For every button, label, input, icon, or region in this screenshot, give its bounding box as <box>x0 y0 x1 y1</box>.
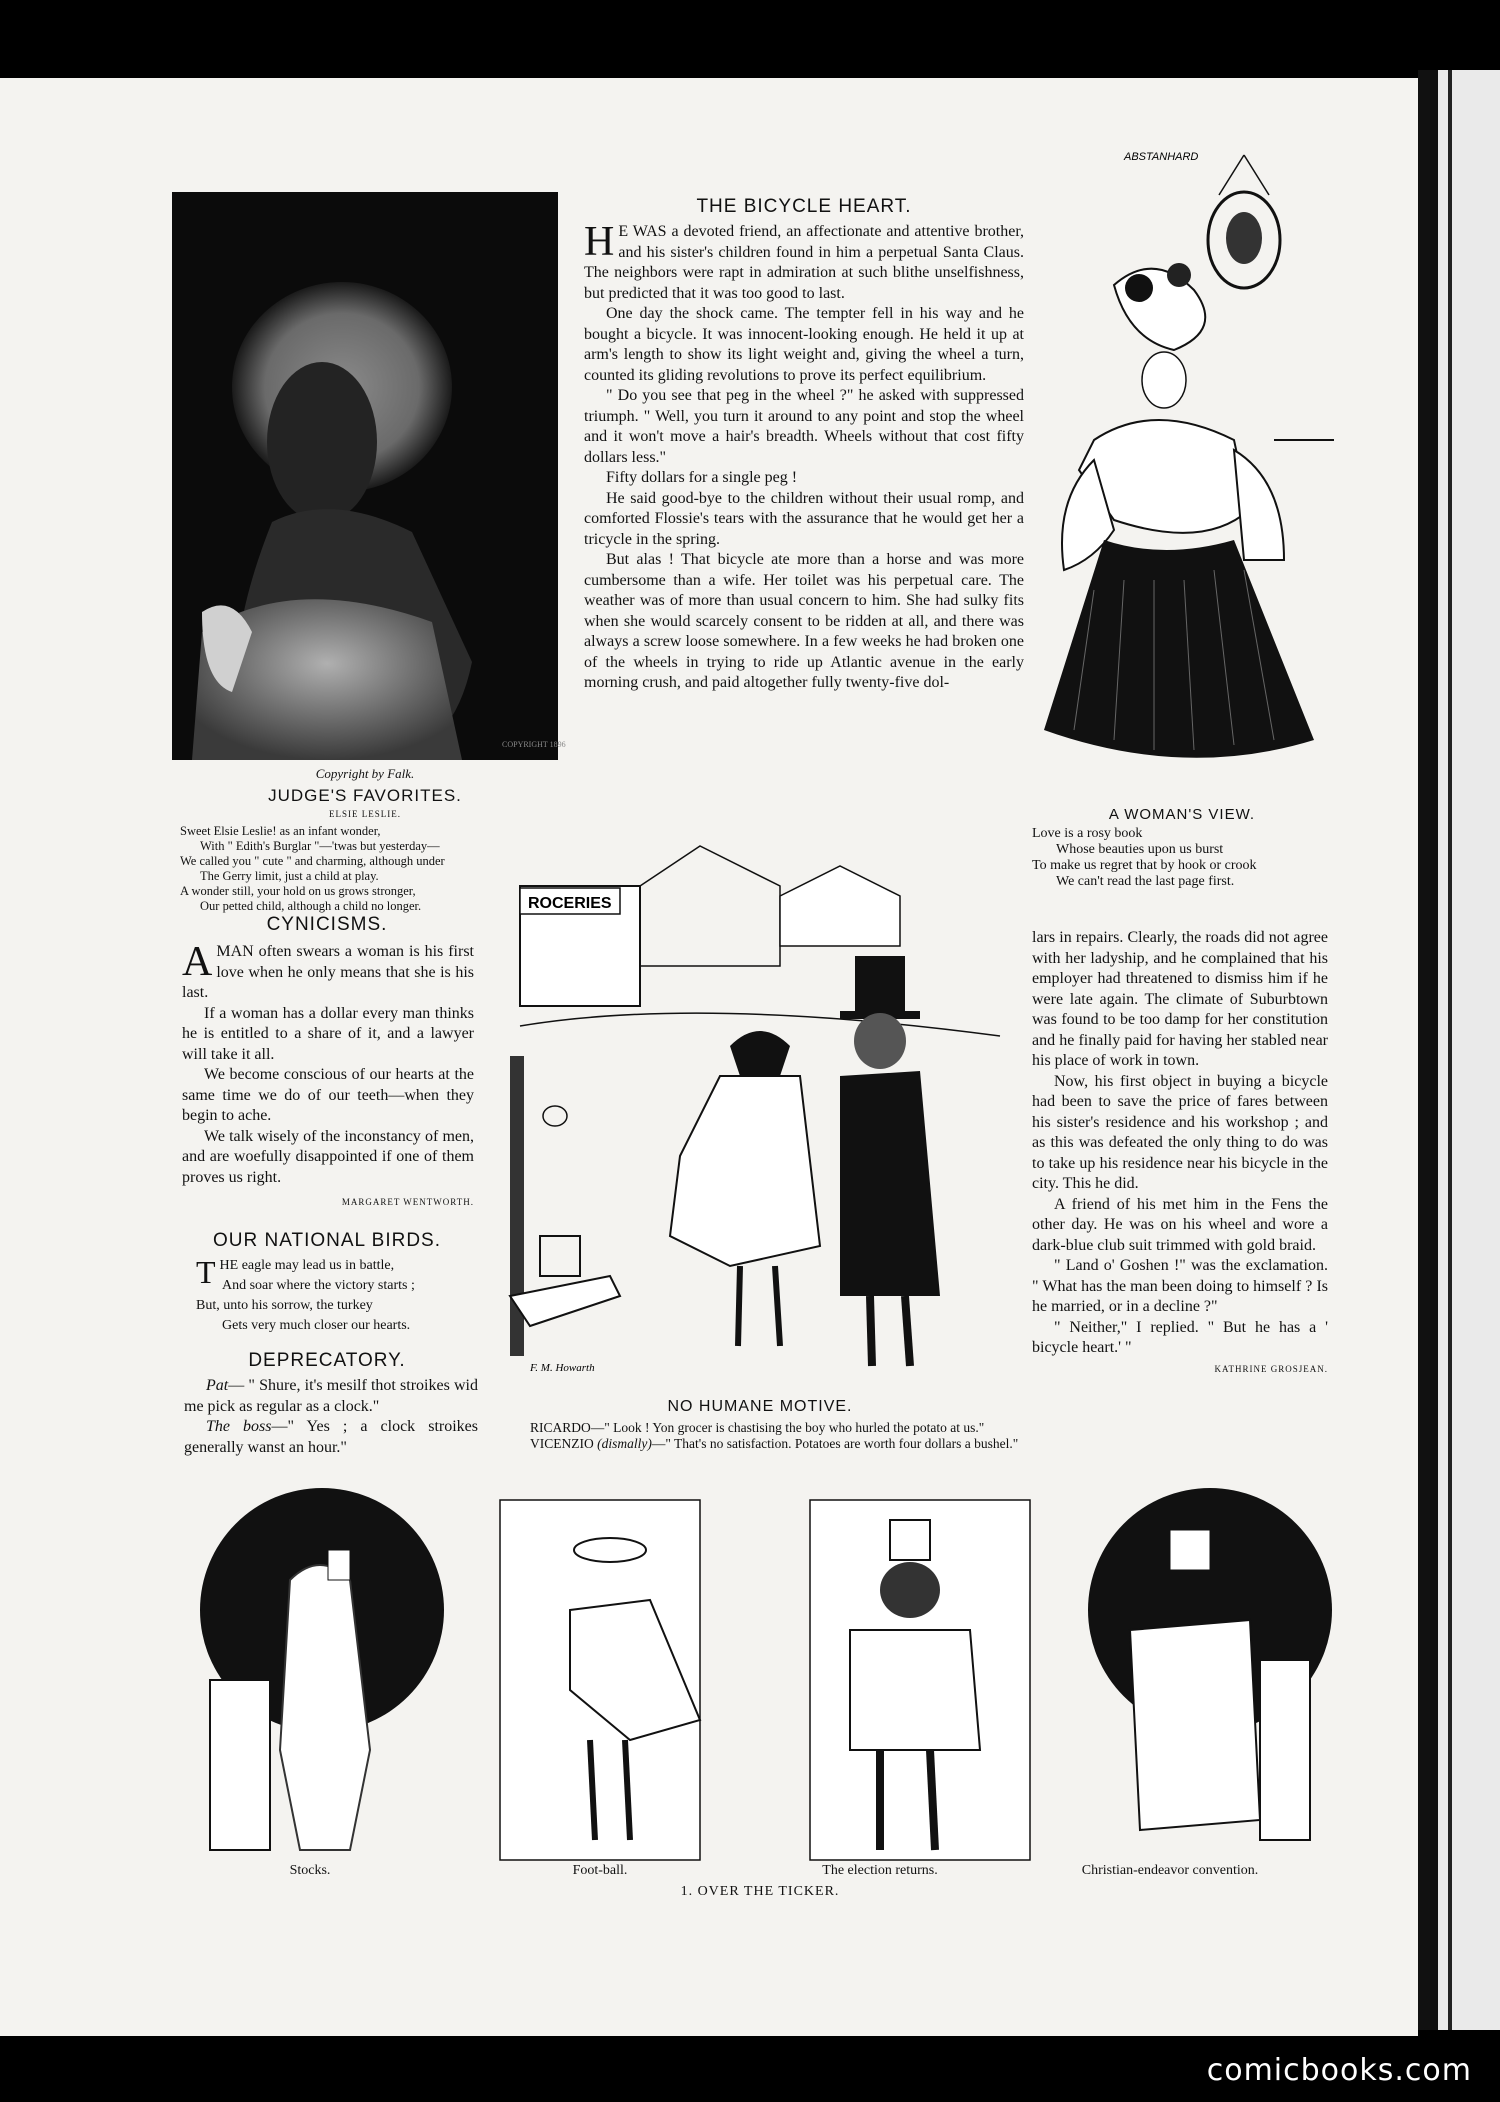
dialogue-line: —" Look ! Yon grocer is chastising the boy who hurled the potato at us." <box>590 1420 985 1435</box>
portrait-illustration <box>172 192 566 760</box>
panel-christian-endeavor <box>1088 1488 1332 1840</box>
poem-line: But, unto his sorrow, the turkey <box>196 1298 373 1313</box>
woman-illustration <box>1034 140 1334 790</box>
vicenzio-figure <box>840 956 940 1366</box>
elsie-poem <box>180 824 540 914</box>
cynicisms-title: CYNICISMS. <box>266 914 388 935</box>
dropcap: T <box>196 1254 216 1290</box>
bicycle-para: But alas ! That bicycle ate more than a horse and was more cumbersome than a wife. Her toilet was his perpetual care. The weather was of more than usual concern to him. She had sulky fits when she would scarcely consent to be ridden at all, and there was always a screw loose somewhere. In a few weeks he had broken one of the wheels in trying to ride up Atlantic avenue in the early morning crush, and paid altogether fully twenty-five dol- <box>584 551 1024 691</box>
next-page-line <box>1448 70 1452 2030</box>
deprecatory-text <box>184 1376 478 1458</box>
bicycle-para: " Land o' Goshen !" was the exclamation. " What has the man been doing to himself ? Is he married, or in a decline ?" <box>1032 1257 1328 1315</box>
ticker-drawings <box>210 1490 1310 1870</box>
poem-line: Sweet Elsie Leslie! as an infant wonder, <box>180 824 381 838</box>
speaker: VICENZIO <box>530 1436 594 1451</box>
poem-line: We called you " cute " and charming, although under <box>180 854 445 868</box>
speaker: Pat <box>206 1377 229 1394</box>
photo-caption: Copyright by Falk. <box>315 766 415 781</box>
judges-favorites-subtitle: ELSIE LESLIE. <box>329 809 401 819</box>
panel-football <box>500 1500 700 1860</box>
poem-line: We can't read the last page first. <box>1056 874 1235 889</box>
street-scene-drawing <box>500 826 1020 1386</box>
bicycle-para: One day the shock came. The tempter fell in his way and he bought a bicycle. It was innocent-looking enough. He held it up at arm's length to show its light weight and, giving the wheel a turn, counted its gliding revolutions to prove its perfect equilibrium. <box>584 305 1024 384</box>
panel-caption: Foot-ball. <box>572 1863 628 1878</box>
bicycle-para: " Do you see that peg in the wheel ?" he asked with suppressed triumph. " Well, you turn it around to any point and stop the wheel and it won't move a hair's breadth. Wheels without that cost fifty dollars less." <box>584 387 1024 466</box>
speaker: The boss <box>206 1418 272 1435</box>
humane-motive-title: NO HUMANE MOTIVE. <box>667 1398 853 1415</box>
poem-line: A wonder still, your hold on us grows stronger, <box>180 884 416 898</box>
watermark: comicbooks.com <box>1206 2053 1472 2088</box>
dropcap: H <box>584 219 615 265</box>
womans-view-title: A WOMAN'S VIEW. <box>1108 806 1256 823</box>
panel-stocks <box>200 1488 444 1850</box>
womans-view-poem <box>1032 826 1342 890</box>
humane-motive-dialogue <box>500 1420 1020 1452</box>
panel-caption: Stocks. <box>289 1863 331 1878</box>
bicycle-heart-title: THE BICYCLE HEART. <box>696 196 912 217</box>
panel-caption: Christian-endeavor convention. <box>1081 1863 1259 1878</box>
speaker: RICARDO <box>530 1420 591 1435</box>
shop-sign: ROCERIES <box>528 895 612 912</box>
judges-favorites-title: JUDGE'S FAVORITES. <box>268 786 462 805</box>
bicycle-para: " Neither," I replied. " But he has a ' bicycle heart.' " <box>1032 1318 1328 1356</box>
ticker-title: 1. OVER THE TICKER. <box>680 1884 840 1899</box>
poem-line: Love is a rosy book <box>1032 826 1143 841</box>
bicycle-heart-continued <box>1032 928 1328 1379</box>
photo-credit: COPYRIGHT 1896 <box>502 740 566 749</box>
poem-line: Whose beauties upon us burst <box>1056 842 1224 857</box>
bicycle-para: A friend of his met him in the Fens the other day. He was on his wheel and wore a dark-blue club suit trimmed with gold braid. <box>1032 1195 1328 1254</box>
panel-election <box>810 1500 1030 1860</box>
ticker-panels <box>210 1490 1310 1870</box>
bicycle-para: Fifty dollars for a single peg ! <box>606 469 798 486</box>
national-birds-title: OUR NATIONAL BIRDS. <box>212 1230 442 1251</box>
dropcap: A <box>182 939 213 985</box>
artist-credit: F. M. Howarth <box>530 1362 595 1374</box>
poem-line: To make us regret that by hook or crook <box>1032 858 1257 873</box>
ricardo-figure <box>670 1031 820 1346</box>
poem-line: With " Edith's Burglar "—'twas but yesterday— <box>200 839 440 853</box>
elsie-leslie-photo <box>172 192 566 760</box>
cynicisms-para: If a woman has a dollar every man thinks he is entitled to a share of it, and a lawyer will take it all. <box>182 1004 474 1063</box>
street-scene-illustration <box>500 826 1020 1386</box>
poem-line: And soar where the victory starts ; <box>222 1278 415 1293</box>
panel-caption: The election returns. <box>822 1863 938 1878</box>
binding-edge <box>1418 70 1438 2030</box>
poem-line: Gets very much closer our hearts. <box>222 1318 411 1333</box>
bicycle-para: Now, his first object in buying a bicycle had been to save the price of fares between his sister's residence and his workshop ; and as this was defeated the only thing to do was to take up his residence near his bicycle in the city. This he did. <box>1032 1072 1328 1192</box>
bicycle-para: He said good-bye to the children without their usual romp, and comforted Flossie's tears with the assurance that he would get her a tricycle in the spring. <box>584 489 1024 548</box>
bicycle-cont-first: lars in repairs. Clearly, the roads did not agree with her ladyship, and he complained that his employer had threatened to dismiss him if he were late again. The climate of Suburbtown was found to be too damp for her constitution and he finally paid for having her stabled near his place of work in town. <box>1032 929 1328 1069</box>
deprecatory-title: DEPRECATORY. <box>248 1350 406 1371</box>
stage-direction: (dismally) <box>597 1436 652 1451</box>
bicycle-heart-text <box>584 219 1024 694</box>
woman-drawing <box>1034 140 1334 790</box>
cynicisms-para: We become conscious of our hearts at the same time we do of our teeth—when they begin to ache. <box>182 1066 474 1124</box>
cynicisms-author: MARGARET WENTWORTH. <box>341 1197 474 1207</box>
bicycle-author: KATHRINE GROSJEAN. <box>1214 1363 1328 1374</box>
artist-signature: ABSTANHARD <box>1124 151 1199 163</box>
cynicisms-para: We talk wisely of the inconstancy of men, and are woefully disappointed if one of them proves us right. <box>182 1127 474 1186</box>
cynicisms-first: MAN often swears a woman is his first love when he only means that she is his last. <box>182 943 474 1001</box>
poem-line: HE eagle may lead us in battle, <box>219 1258 395 1273</box>
cynicisms-text <box>182 939 474 1213</box>
deprecatory-line: — " Shure, it's mesilf thot stroikes wid me pick as regular as a clock." <box>184 1377 478 1415</box>
dialogue-line: —" That's no satisfaction. Potatoes are worth four dollars a bushel." <box>651 1436 1019 1451</box>
poem-line: The Gerry limit, just a child at play. <box>200 869 379 883</box>
national-birds-poem <box>196 1256 486 1336</box>
poem-line: Our petted child, although a child no longer. <box>200 899 422 913</box>
bicycle-first: E WAS a devoted friend, an affectionate and attentive brother, and his sister's children found in him a perpetual Santa Claus. The neighbors were rapt in admiration at such blithe unselfishness, but predicted that it was too good to last. <box>584 223 1024 302</box>
deprecatory-line: —" Yes ; a clock stroikes generally wanst an hour." <box>184 1418 479 1456</box>
